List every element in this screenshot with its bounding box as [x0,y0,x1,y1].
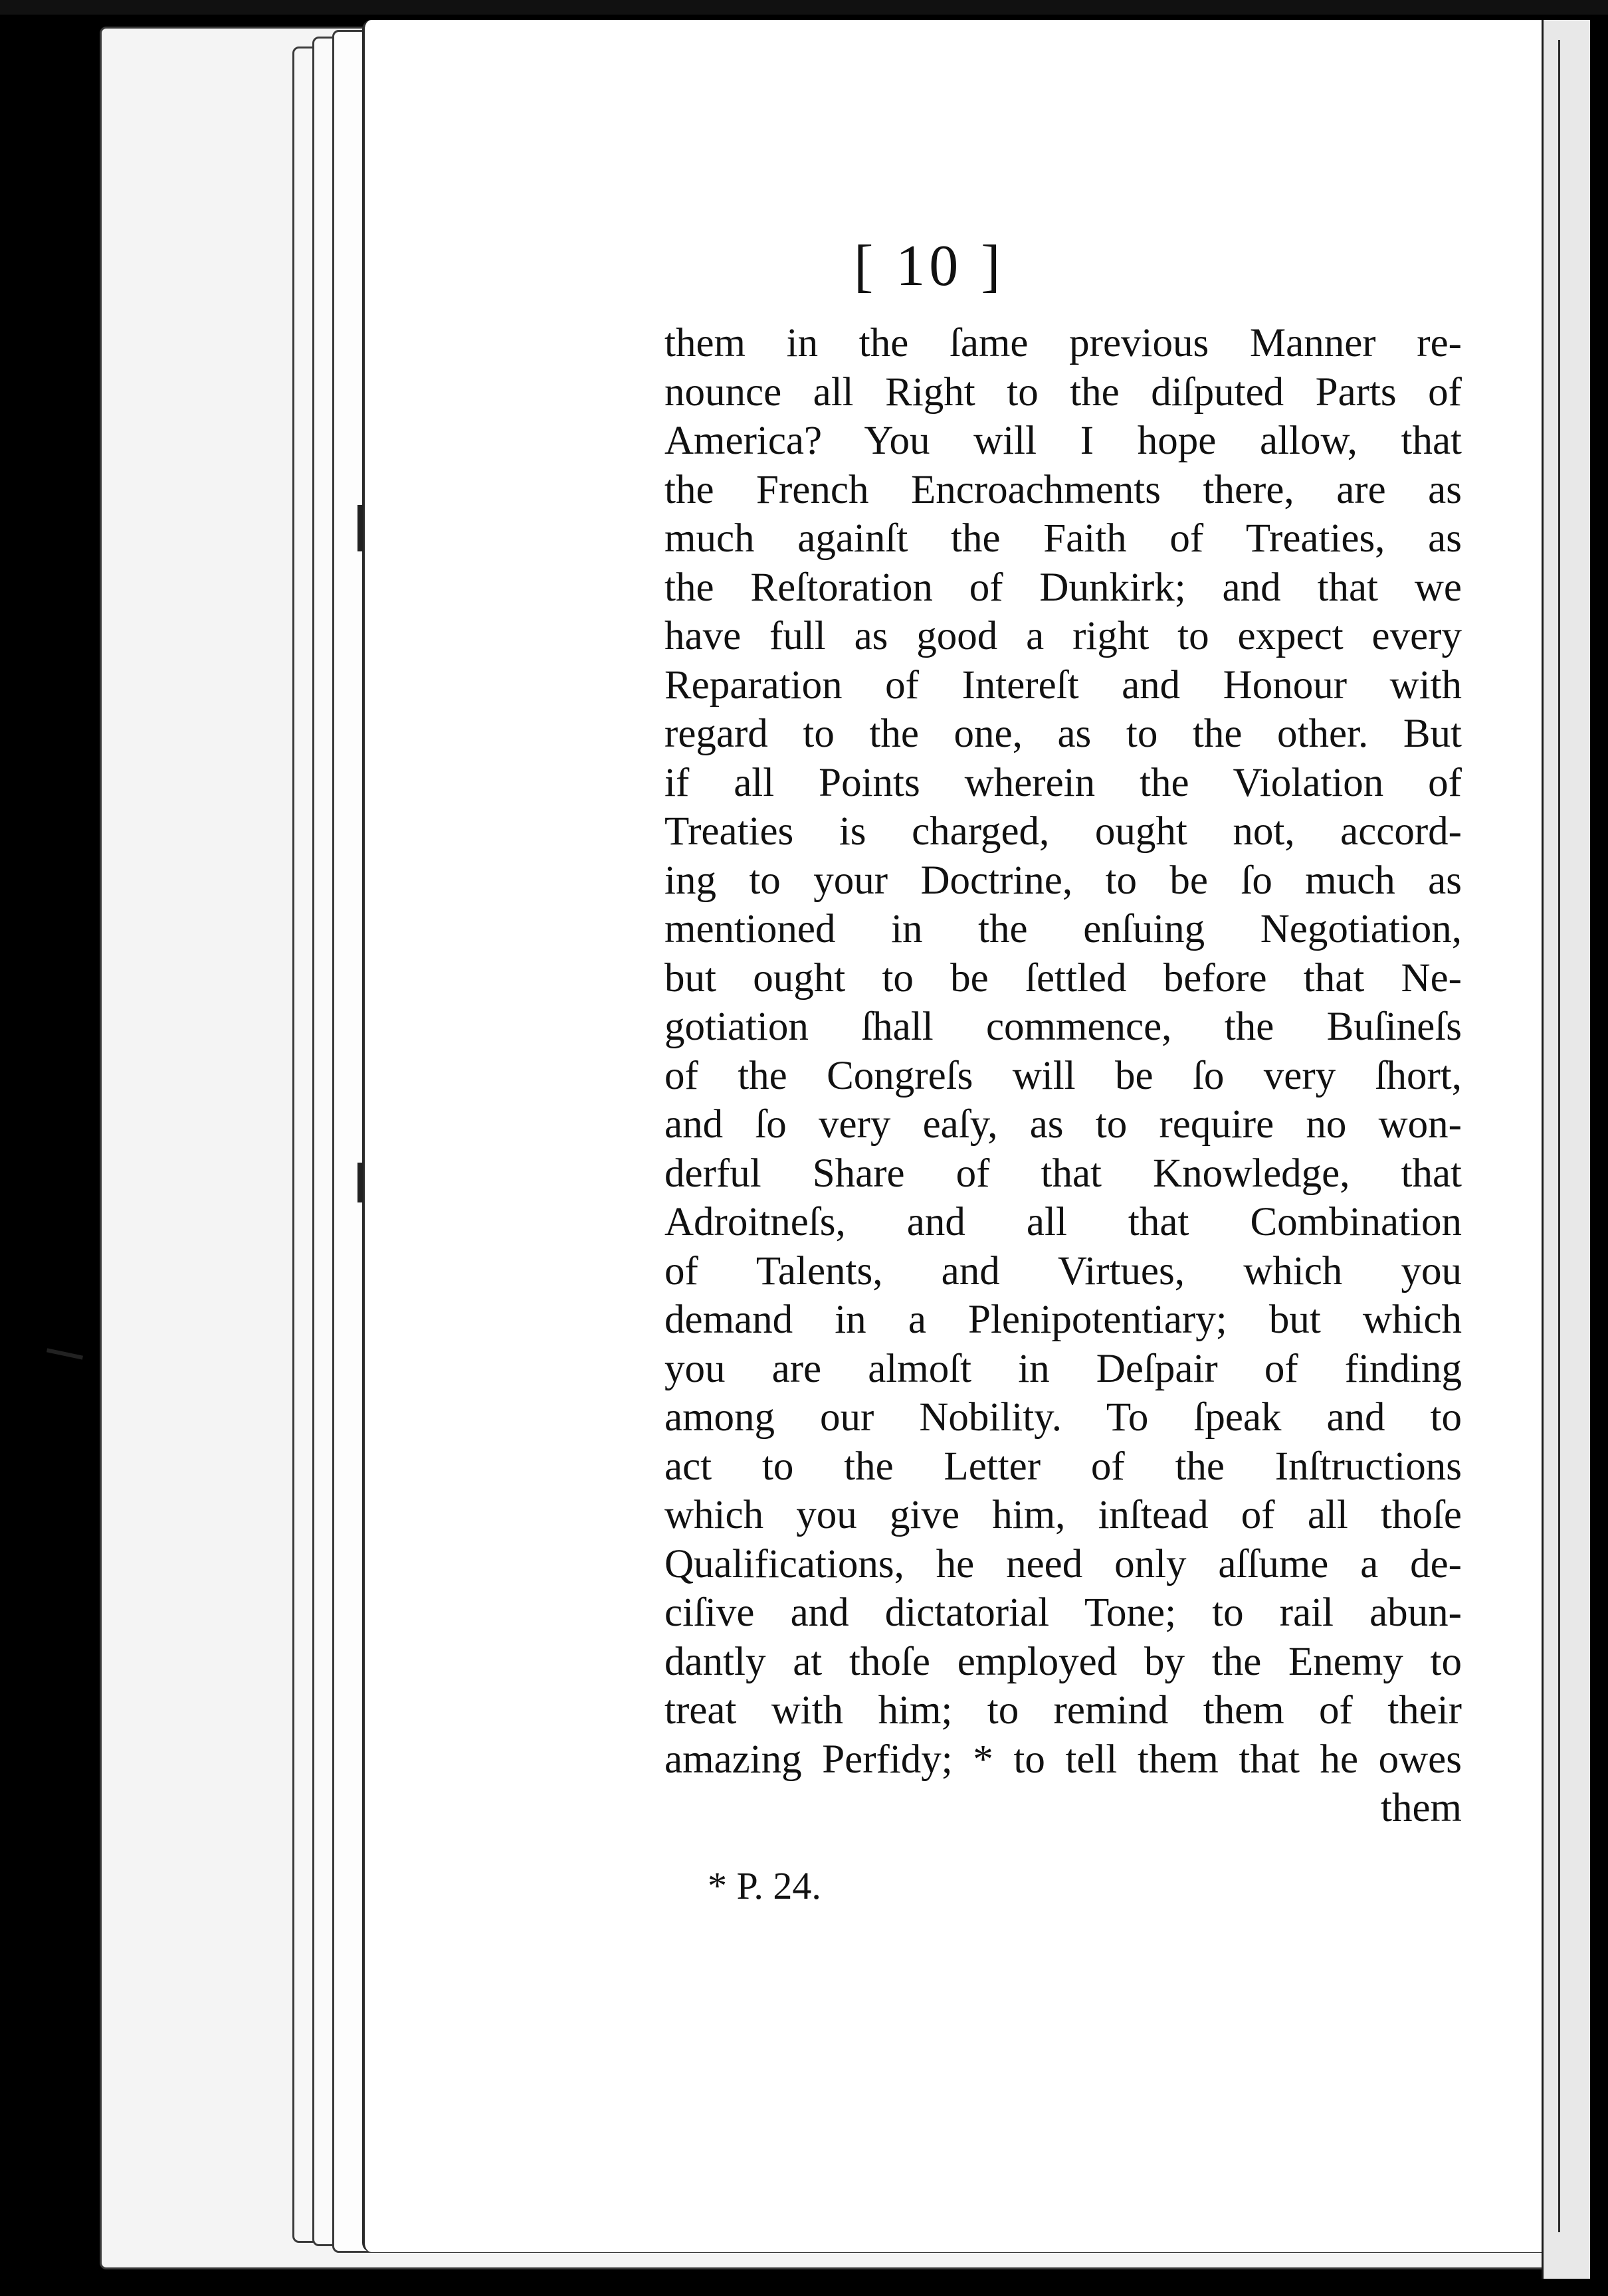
gutter-shadow-line [1558,40,1560,2232]
text-line: dantly at thoſe employed by the Enemy to [664,1639,1462,1684]
text-line: ciſive and dictatorial Tone; to rail abun- [664,1590,1462,1635]
scan-mark [357,505,363,551]
body-text [664,319,1462,1833]
scan-top-border [0,0,1608,15]
text-line: amazing Perfidy; * to tell them that he owes [664,1737,1462,1782]
page-number: [ 10 ] [854,234,1005,298]
text-line: of Talents, and Virtues, which you [664,1248,1462,1293]
text-line: Treaties is charged, ought not, accord- [664,809,1462,854]
text-line: if all Points wherein the Violation of [664,760,1462,805]
catchword: them [1381,1786,1462,1830]
text-line: you are almoſt in Deſpair of finding [664,1346,1462,1391]
text-line: America? You will I hope allow, that [664,419,1462,463]
scan-mark [357,1163,363,1202]
text-line: demand in a Plenipotentiary; but which [664,1297,1462,1342]
text-line: of the Congreſs will be ſo very ſhort, [664,1053,1462,1098]
text-line: much againſt the Faith of Treaties, as [664,516,1462,561]
text-line: the French Encroachments there, are as [664,467,1462,512]
text-line: act to the Letter of the Inſtructions [664,1444,1462,1489]
text-line: them in the ſame previous Manner re- [664,321,1462,365]
text-line: Qualifications, he need only aſſume a de- [664,1541,1462,1586]
text-line: but ought to be ſettled before that Ne- [664,955,1462,1001]
text-line: Reparation of Intereſt and Honour with [664,662,1462,708]
text-line: regard to the one, as to the other. But [664,712,1462,756]
footnote: * P. 24. [708,1864,821,1907]
text-line: nounce all Right to the diſputed Parts of [664,369,1462,415]
text-line: among our Nobility. To ſpeak and to [664,1395,1462,1440]
text-line: gotiation ſhall commence, the Buſineſs [664,1004,1462,1049]
scan-mark [47,1348,83,1359]
text-line: the Reſtoration of Dunkirk; and that we [664,565,1462,610]
text-line: have full as good a right to expect every [664,614,1462,658]
book-gutter [1542,20,1590,2279]
text-line: mentioned in the enſuing Negotiation, [664,907,1462,951]
text-line: derful Share of that Knowledge, that [664,1151,1462,1196]
text-line: ing to your Doctrine, to be ſo much as [664,858,1462,903]
text-line: Adroitneſs, and all that Combination [664,1200,1462,1244]
text-line: treat with him; to remind them of their [664,1688,1462,1733]
text-line: and ſo very eaſy, as to require no won- [664,1102,1462,1147]
text-line: which you give him, inſtead of all thoſe [664,1493,1462,1537]
